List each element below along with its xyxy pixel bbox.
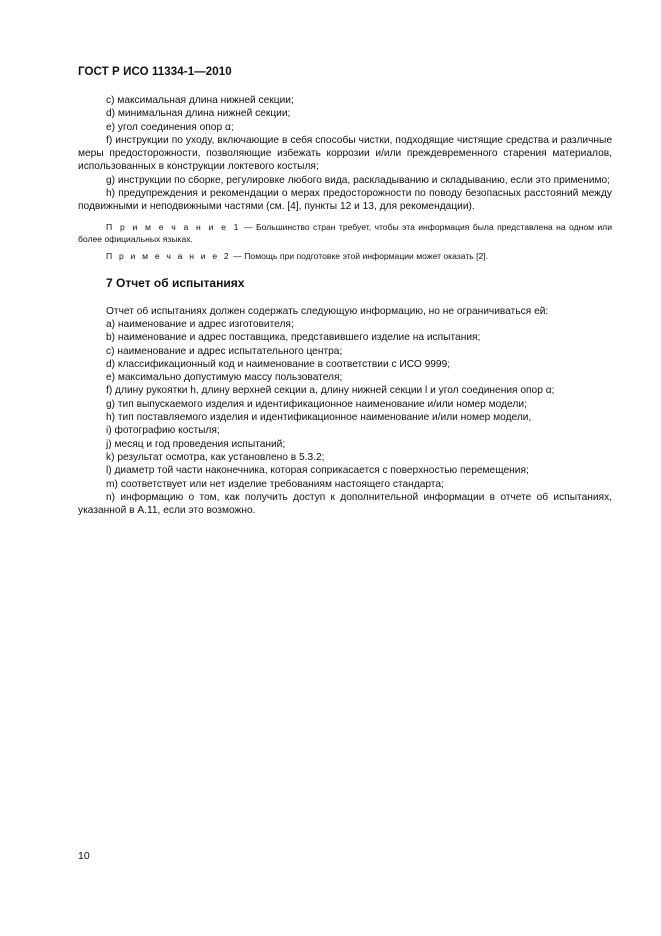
- list-item: k) результат осмотра, как установлено в 5.3.2;: [106, 451, 325, 463]
- note-2: [78, 250, 612, 262]
- list-item: f) инструкции по уходу, включающие в себя способы чистки, подходящие чистящие средства и различные меры предосторожности, позволяющие избежать коррозии и/или преждевременного старения материалов, использованных в конструкции локтевого костыля;: [78, 134, 612, 173]
- list-item: f) длину рукоятки h, длину верхней секции a, длину нижней секции l и угол соединения опор α;: [106, 385, 555, 397]
- section-intro: Отчет об испытаниях должен содержать следующую информацию, но не ограничиваться ей:: [106, 305, 549, 317]
- list-item: j) месяц и год проведения испытаний;: [106, 438, 286, 450]
- list-item: m) соответствует или нет изделие требованиям настоящего стандарта;: [106, 478, 444, 490]
- list-item: h) предупреждения и рекомендации о мерах предосторожности по поводу безопасных расстояний между подвижными и неподвижными частями (см. [4], пункты 12 и 13, для рекомендации).: [78, 188, 612, 213]
- page-number: 10: [78, 850, 90, 862]
- list-item: d) классификационный код и наименование в соответствии с ИСО 9999;: [106, 358, 451, 370]
- list-item: g) тип выпускаемого изделия и идентификационное наименование и/или номер модели;: [106, 398, 527, 410]
- list-item: i) фотографию костыля;: [106, 425, 220, 437]
- note-1: [78, 221, 612, 245]
- list-item: a) наименование и адрес изготовителя;: [106, 318, 294, 330]
- note-label: П р и м е ч а н и е 2: [106, 250, 231, 261]
- note-text: — Помощь при подготовке этой информации может оказать [2].: [230, 250, 489, 261]
- note-label: П р и м е ч а н и е 1: [106, 221, 241, 232]
- list-item: h) тип поставляемого изделия и идентификационное наименование и/или номер модели,: [106, 412, 532, 424]
- list-item: g) инструкции по сборке, регулировке любого вида, раскладыванию и складыванию, если это применимо;: [106, 174, 610, 186]
- page-content: [78, 94, 612, 517]
- note-text: — Большинство стран требует, чтобы эта информация была представлена на одном или более официальных языках.: [78, 221, 612, 244]
- list-item: c) наименование и адрес испытательного центра;: [106, 345, 343, 357]
- list-item: l) диаметр той части наконечника, которая соприкасается с поверхностью перемещения;: [106, 465, 529, 477]
- document-header: ГОСТ Р ИСО 11334-1—2010: [78, 66, 232, 78]
- list-item: n) информацию о том, как получить доступ к дополнительной информации в отчете об испытаниях, указанной в А.11, если это возможно.: [78, 491, 612, 517]
- list-item: e) максимально допустимую массу пользователя;: [106, 372, 343, 384]
- list-item: b) наименование и адрес поставщика, представившего изделие на испытания;: [106, 332, 481, 344]
- list-item: e) угол соединения опор α;: [106, 121, 234, 133]
- list-item: d) минимальная длина нижней секции;: [106, 108, 291, 120]
- list-item: c) максимальная длина нижней секции;: [106, 95, 294, 106]
- section-title: 7 Отчет об испытаниях: [106, 275, 245, 290]
